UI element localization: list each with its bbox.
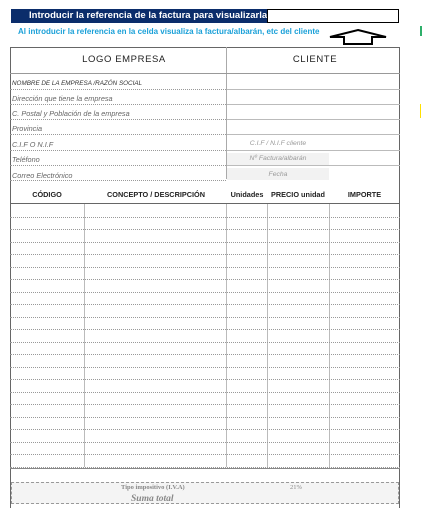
client-line	[227, 150, 400, 151]
company-email-field[interactable]: Correo Electrónico	[12, 171, 73, 180]
company-phone-field[interactable]: Teléfono	[12, 155, 40, 164]
table-row	[10, 442, 400, 443]
column-header-units: Unidades	[230, 190, 264, 199]
client-line	[227, 165, 400, 166]
column-header-amount: IMPORTE	[347, 190, 382, 199]
table-row	[10, 267, 400, 268]
company-province-field[interactable]: Provincia	[12, 124, 43, 133]
arrow-up-icon	[326, 28, 390, 46]
table-row	[10, 454, 400, 455]
table-row	[10, 317, 400, 318]
instruction-banner: Introducir la referencia de la factura para visualizarla	[11, 9, 267, 23]
field-separator	[10, 180, 226, 181]
column-divider	[329, 204, 330, 467]
table-row	[10, 367, 400, 368]
table-row	[10, 417, 400, 418]
client-line	[227, 134, 400, 135]
side-marker	[420, 104, 421, 118]
invoice-number-field[interactable]: Nº Factura/albarán	[249, 155, 307, 162]
column-header-unit-price: PRECIO unidad	[271, 190, 325, 199]
instruction-hint: Al introducir la referencia en la celda visualiza la factura/albarán, etc del cliente	[18, 27, 320, 36]
field-separator	[10, 104, 226, 105]
column-header-code: CÓDIGO	[32, 190, 62, 199]
table-row	[10, 217, 400, 218]
field-separator	[10, 134, 226, 135]
column-header-description: CONCEPTO / DESCRIPCIÓN	[107, 190, 205, 199]
table-row	[10, 242, 400, 243]
client-line	[227, 119, 400, 120]
field-separator	[10, 89, 226, 90]
table-row	[10, 304, 400, 305]
tax-rate-label: Tipo impositivo (I.V.A)	[121, 484, 185, 491]
line-items-grid[interactable]	[10, 204, 400, 467]
table-row	[10, 379, 400, 380]
date-field[interactable]: Fecha	[268, 171, 288, 178]
client-line	[227, 89, 400, 90]
total-sum-label: Suma total	[131, 494, 174, 504]
company-taxid-field[interactable]: C.I.F O N.I.F	[12, 140, 54, 149]
field-separator	[10, 119, 226, 120]
column-divider	[226, 204, 227, 467]
field-separator	[10, 165, 226, 166]
invoice-reference-input[interactable]	[267, 9, 399, 23]
table-row	[10, 354, 400, 355]
client-heading: CLIENTE	[292, 54, 338, 65]
header-underline	[10, 73, 400, 74]
column-divider	[267, 204, 268, 467]
company-name-field[interactable]: NOMBRE DE LA EMPRESA /RAZÓN SOCIAL	[12, 80, 143, 87]
grid-bottom-border	[10, 468, 400, 469]
table-row	[10, 229, 400, 230]
totals-box	[11, 482, 399, 504]
tax-rate-value: 21%	[290, 484, 302, 491]
field-separator	[10, 150, 226, 151]
company-address-field[interactable]: Dirección que tiene la empresa	[12, 94, 113, 103]
company-logo-placeholder: LOGO EMPRESA	[82, 54, 166, 65]
column-divider	[84, 204, 85, 467]
client-taxid-field[interactable]: C.I.F / N.I.F cliente	[249, 140, 307, 147]
client-line	[227, 104, 400, 105]
table-row	[10, 404, 400, 405]
table-row	[10, 292, 400, 293]
table-row	[10, 429, 400, 430]
table-row	[10, 392, 400, 393]
table-row	[10, 279, 400, 280]
table-row	[10, 329, 400, 330]
edge-marker	[420, 26, 422, 36]
company-postal-field[interactable]: C. Postal y Población de la empresa	[12, 109, 130, 118]
table-row	[10, 254, 400, 255]
table-row	[10, 342, 400, 343]
